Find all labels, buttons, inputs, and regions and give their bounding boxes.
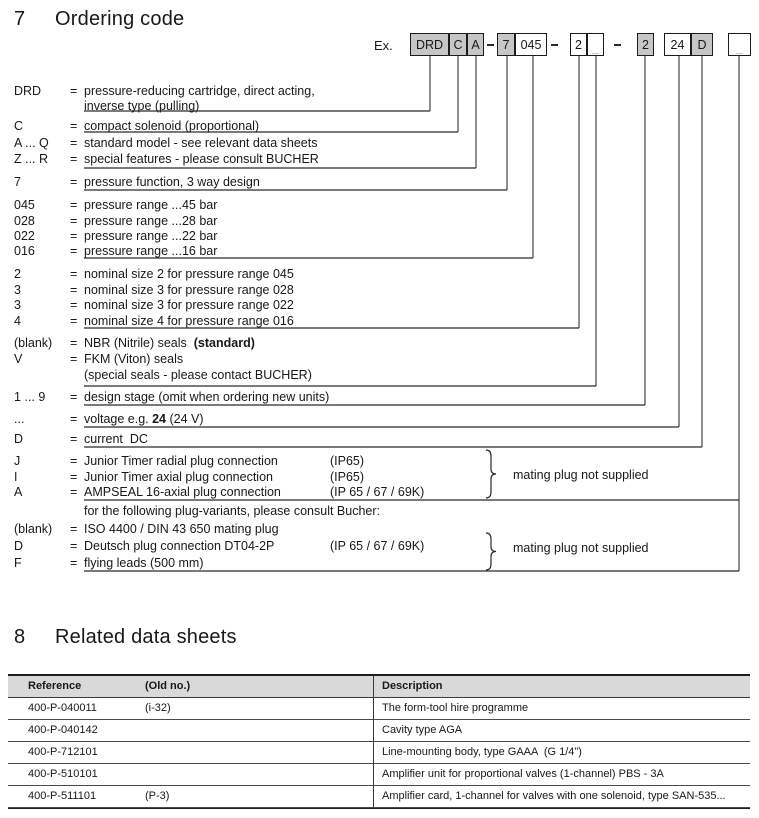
row-description <box>84 298 294 312</box>
section8-number: 8 <box>14 626 26 648</box>
row-description-segment: NBR (Nitrile) seals <box>84 336 194 350</box>
row-description-segment: compact solenoid (proportional) <box>84 119 260 133</box>
ordering-row <box>0 283 759 297</box>
row-code: 2 <box>14 267 21 281</box>
equals-sign: = <box>70 470 78 484</box>
row-code: 028 <box>14 214 35 228</box>
equals-sign: = <box>70 352 78 366</box>
table-cell: 400-P-712101 <box>28 746 98 758</box>
row-description-segment: pressure range ...22 bar <box>84 229 218 243</box>
code-box-label: A <box>471 37 480 52</box>
row-description-segment: flying leads (500 mm) <box>84 556 204 570</box>
table-header-cell: Reference <box>28 680 82 692</box>
row-description <box>84 198 217 212</box>
row-description <box>84 175 260 189</box>
ordering-row <box>0 556 759 570</box>
row-code: ... <box>14 412 25 426</box>
code-box <box>691 33 713 56</box>
equals-sign: = <box>70 412 78 426</box>
code-box <box>728 33 751 56</box>
row-description <box>84 556 204 570</box>
row-description <box>84 485 281 499</box>
equals-sign: = <box>70 283 78 297</box>
ordering-row <box>0 175 759 189</box>
code-box-label: 24 <box>670 37 685 52</box>
table-cell: 400-P-510101 <box>28 768 98 780</box>
ordering-row <box>0 198 759 212</box>
code-box-label: C <box>453 37 463 52</box>
equals-sign: = <box>70 244 78 258</box>
code-box <box>515 33 547 56</box>
code-box <box>410 33 449 56</box>
row-code: J <box>14 454 21 468</box>
table-cell: Amplifier card, 1-channel for valves with one solenoid, type SAN-535... <box>382 790 726 802</box>
row-description <box>84 352 183 366</box>
ordering-row <box>0 229 759 243</box>
example-label: Ex. <box>374 38 393 53</box>
row-description-segment: current DC <box>84 432 148 446</box>
row-description <box>84 504 380 518</box>
equals-sign: = <box>70 214 78 228</box>
table-cell: 400-P-040011 <box>28 702 97 714</box>
table-header-cell: Description <box>382 680 443 692</box>
table-cell: 400-P-511101 <box>28 790 97 802</box>
row-code: D <box>14 432 24 446</box>
row-code: Z ... R <box>14 152 49 166</box>
row-description <box>84 314 294 328</box>
ordering-row <box>0 390 759 404</box>
table-row <box>8 698 750 720</box>
ordering-row <box>0 454 759 468</box>
row-protection-rating: (IP 65 / 67 / 69K) <box>330 539 425 553</box>
equals-sign: = <box>70 267 78 281</box>
row-description-segment: FKM (Viton) seals <box>84 352 184 366</box>
equals-sign: = <box>70 539 78 553</box>
row-protection-rating: (IP 65 / 67 / 69K) <box>330 485 425 499</box>
row-description-segment: 24 <box>152 412 167 426</box>
equals-sign: = <box>70 522 78 536</box>
row-description <box>84 152 319 166</box>
code-box <box>497 33 515 56</box>
row-description <box>84 522 279 536</box>
section8-title: Related data sheets <box>55 626 237 648</box>
equals-sign: = <box>70 432 78 446</box>
section7-number: 7 <box>14 8 26 30</box>
mating-plug-note: mating plug not supplied <box>513 541 649 555</box>
ordering-row <box>0 352 759 366</box>
row-description <box>84 470 273 484</box>
equals-sign: = <box>70 390 78 404</box>
code-box <box>467 33 484 56</box>
row-description-segment: voltage e.g. <box>84 412 153 426</box>
row-description-segment: pressure range ...16 bar <box>84 244 218 258</box>
equals-sign: = <box>70 198 78 212</box>
row-code: (blank) <box>14 336 53 350</box>
ordering-row <box>0 267 759 281</box>
equals-sign: = <box>70 556 78 570</box>
row-code: DRD <box>14 84 42 98</box>
ordering-row <box>0 136 759 150</box>
equals-sign: = <box>70 336 78 350</box>
table-header-row <box>8 676 750 698</box>
row-description-segment: nominal size 3 for pressure range 022 <box>84 298 294 312</box>
ordering-row <box>0 298 759 312</box>
row-description <box>84 412 204 426</box>
row-code: V <box>14 352 23 366</box>
row-description <box>84 539 274 553</box>
equals-sign: = <box>70 175 78 189</box>
row-code: 7 <box>14 175 21 189</box>
table-column-divider <box>373 676 374 808</box>
row-description-segment: (standard) <box>193 336 255 350</box>
row-description <box>84 84 315 98</box>
row-description-segment: standard model - see relevant data sheets <box>84 136 318 150</box>
code-box <box>637 33 654 56</box>
table-header-cell: (Old no.) <box>145 680 191 692</box>
table-row <box>8 786 750 808</box>
code-box-label: DRD <box>415 37 444 52</box>
row-description-segment: Junior Timer radial plug connection <box>84 454 278 468</box>
table-cell: (P-3) <box>145 790 170 802</box>
equals-sign: = <box>70 152 78 166</box>
row-protection-rating: (IP65) <box>330 470 365 484</box>
row-code: A <box>14 485 23 499</box>
row-code: 1 ... 9 <box>14 390 46 404</box>
row-description <box>84 432 148 446</box>
row-description <box>84 390 329 404</box>
table-row <box>8 720 750 742</box>
row-code: I <box>14 470 18 484</box>
ordering-row <box>0 368 759 382</box>
row-description <box>84 368 312 382</box>
row-description-segment: nominal size 2 for pressure range 045 <box>84 267 294 281</box>
row-description-segment: for the following plug-variants, please consult Bucher: <box>84 504 380 518</box>
equals-sign: = <box>70 485 78 499</box>
row-description <box>84 267 294 281</box>
row-description-segment: special features - please consult BUCHER <box>84 152 319 166</box>
ordering-row <box>0 244 759 258</box>
row-description <box>84 214 217 228</box>
row-code: F <box>14 556 22 570</box>
related-data-sheets-table <box>8 674 750 809</box>
table-cell: Cavity type AGA <box>382 724 463 736</box>
table-row <box>8 764 750 786</box>
row-description-segment: (24 V) <box>166 412 204 426</box>
table-cell: Amplifier unit for proportional valves (1-channel) PBS - 3A <box>382 768 664 780</box>
code-box <box>587 33 604 56</box>
code-box-label: 045 <box>520 37 542 52</box>
code-box-label: _ <box>592 40 599 55</box>
row-description-segment: ISO 4400 / DIN 43 650 mating plug <box>84 522 279 536</box>
equals-sign: = <box>70 229 78 243</box>
row-protection-rating: (IP65) <box>330 454 365 468</box>
code-box-label: 2 <box>642 37 649 52</box>
ordering-row <box>0 119 759 133</box>
separator-dash <box>487 44 494 46</box>
row-description-segment: pressure range ...28 bar <box>84 214 218 228</box>
row-code: A ... Q <box>14 136 49 150</box>
equals-sign: = <box>70 136 78 150</box>
code-box-label: D <box>697 37 707 52</box>
row-description-segment: Deutsch plug connection DT04-2P <box>84 539 275 553</box>
ordering-row <box>0 84 759 98</box>
row-description <box>84 336 255 350</box>
ordering-row <box>0 336 759 350</box>
row-description-segment: inverse type (pulling) <box>84 99 200 113</box>
row-code: (blank) <box>14 522 53 536</box>
code-box <box>664 33 691 56</box>
code-box-label: 2 <box>575 37 582 52</box>
ordering-row <box>0 412 759 426</box>
row-description-segment: nominal size 3 for pressure range 028 <box>84 283 294 297</box>
row-code: 022 <box>14 229 35 243</box>
row-description-segment: (special seals - please contact BUCHER) <box>84 368 312 382</box>
row-description-segment: pressure range ...45 bar <box>84 198 218 212</box>
row-description <box>84 229 217 243</box>
code-box-label: _ <box>736 40 743 55</box>
row-code: C <box>14 119 24 133</box>
row-description <box>84 119 259 133</box>
row-description-segment: nominal size 4 for pressure range 016 <box>84 314 294 328</box>
row-code: 045 <box>14 198 35 212</box>
code-box <box>570 33 587 56</box>
row-description <box>84 136 317 150</box>
row-code: 3 <box>14 283 21 297</box>
row-description <box>84 283 294 297</box>
table-cell: The form-tool hire programme <box>382 702 529 714</box>
table-cell: Line-mounting body, type GAAA (G 1/4") <box>382 746 582 758</box>
equals-sign: = <box>70 454 78 468</box>
row-description-segment: pressure-reducing cartridge, direct acting, <box>84 84 315 98</box>
row-code: 3 <box>14 298 21 312</box>
mating-plug-note: mating plug not supplied <box>513 468 649 482</box>
table-cell: (i-32) <box>145 702 171 714</box>
row-description-segment: Junior Timer axial plug connection <box>84 470 273 484</box>
separator-dash <box>551 44 558 46</box>
separator-dash <box>614 44 621 46</box>
ordering-row <box>0 214 759 228</box>
row-description-segment: design stage (omit when ordering new units) <box>84 390 330 404</box>
equals-sign: = <box>70 314 78 328</box>
row-description-segment: pressure function, 3 way design <box>84 175 260 189</box>
ordering-row <box>0 152 759 166</box>
row-description <box>84 244 217 258</box>
row-description <box>84 99 199 113</box>
ordering-row <box>0 522 759 536</box>
equals-sign: = <box>70 119 78 133</box>
ordering-row <box>0 314 759 328</box>
equals-sign: = <box>70 84 78 98</box>
ordering-row <box>0 432 759 446</box>
equals-sign: = <box>70 298 78 312</box>
code-box <box>449 33 467 56</box>
code-box-label: 7 <box>502 37 510 52</box>
table-row <box>8 742 750 764</box>
table-cell: 400-P-040142 <box>28 724 98 736</box>
section7-title: Ordering code <box>55 8 185 30</box>
row-description-segment: AMPSEAL 16-axial plug connection <box>84 485 281 499</box>
ordering-row <box>0 504 759 518</box>
row-code: 4 <box>14 314 21 328</box>
row-description <box>84 454 278 468</box>
ordering-row <box>0 99 759 113</box>
row-code: 016 <box>14 244 35 258</box>
row-code: D <box>14 539 24 553</box>
ordering-row <box>0 485 759 499</box>
